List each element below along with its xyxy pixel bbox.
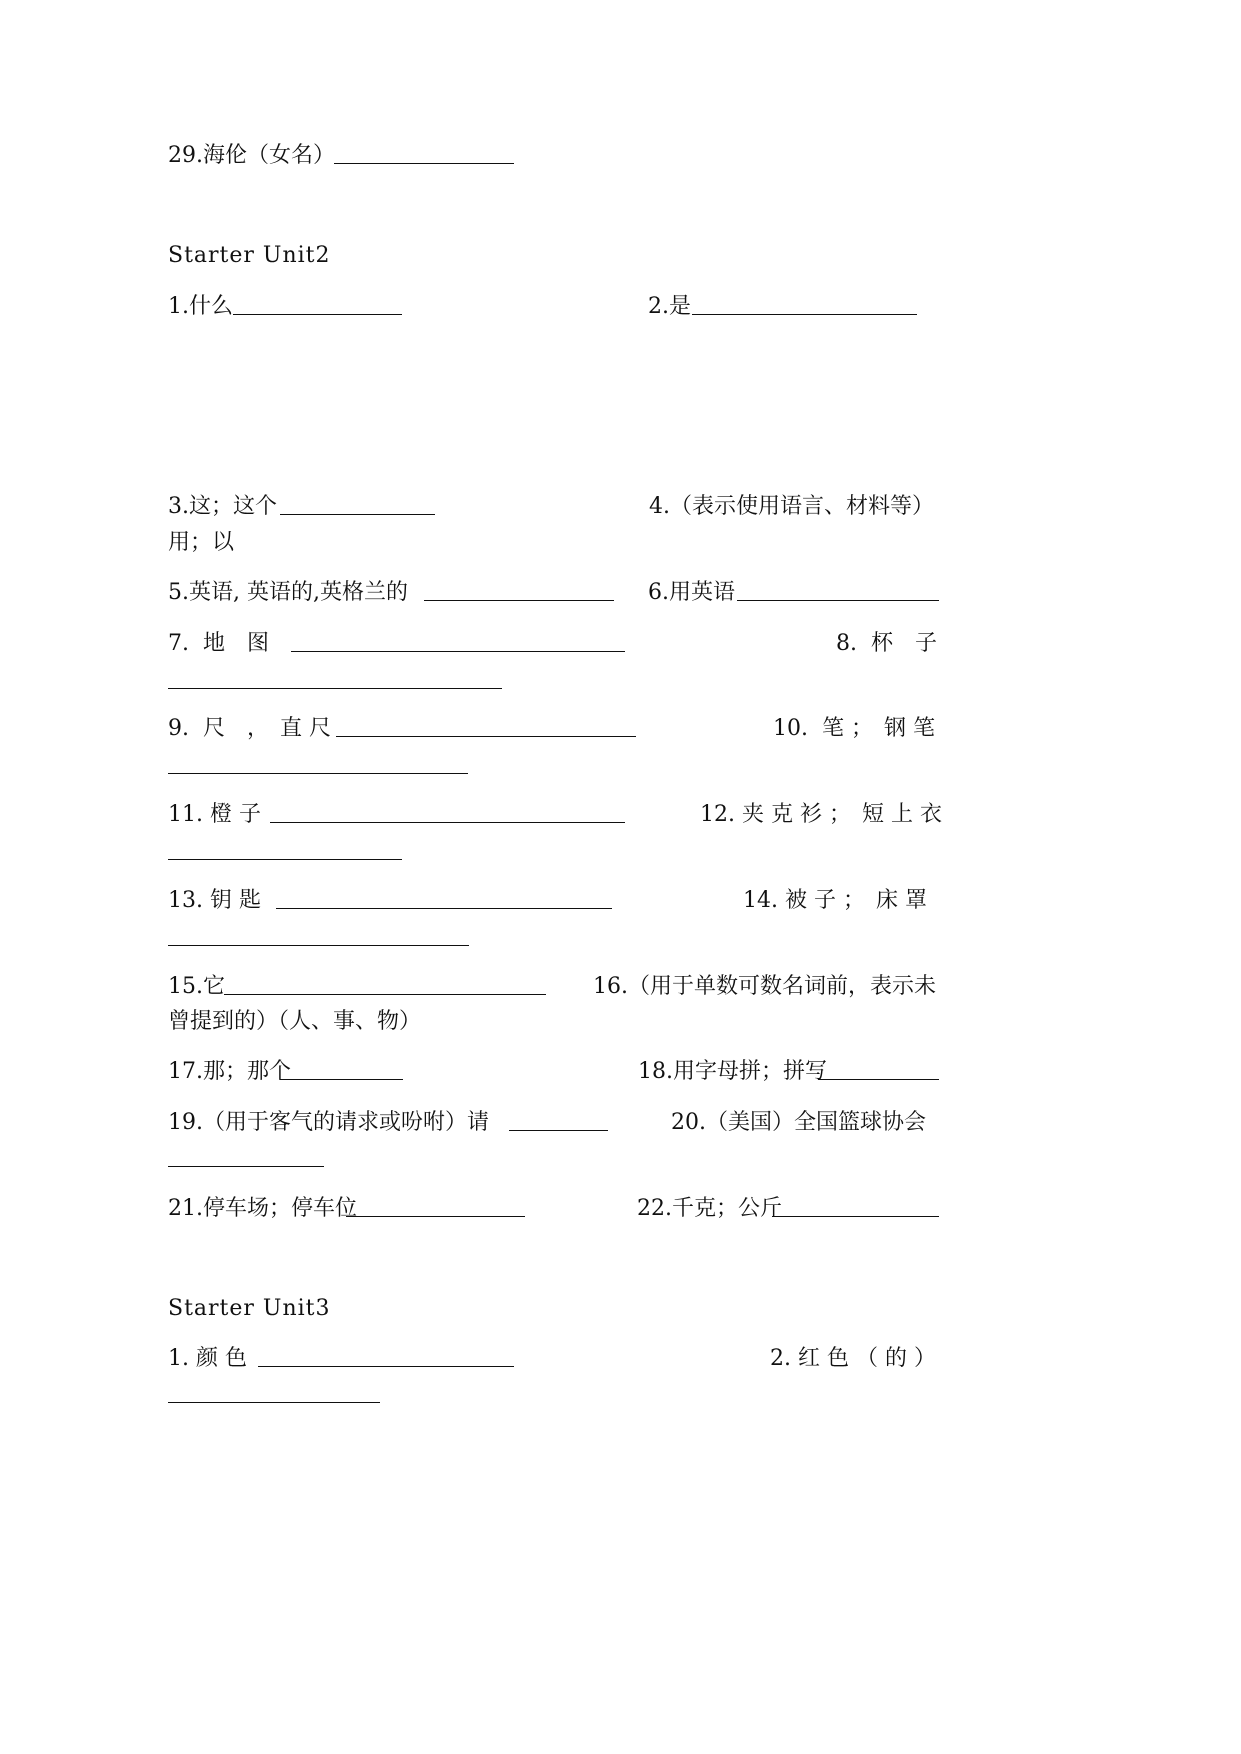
item-label: 2. 红 色 （ 的 ）	[770, 1346, 936, 1371]
answer-blank[interactable]	[280, 1079, 403, 1080]
answer-blank[interactable]	[737, 600, 939, 601]
item-label: 6.用英语	[648, 580, 736, 605]
item-label-continuation: 曾提到的）（人、事、物）	[168, 1009, 422, 1034]
answer-blank[interactable]	[258, 1366, 514, 1367]
item-29-label: 29.海伦（女名）	[168, 143, 335, 168]
answer-blank[interactable]	[224, 994, 546, 995]
item-label: 16.（用于单数可数名词前，表示未	[593, 974, 937, 999]
item-label: 13. 钥 匙	[168, 888, 261, 913]
section-heading-unit3: Starter Unit3	[168, 1296, 331, 1321]
answer-blank[interactable]	[509, 1130, 608, 1131]
answer-blank[interactable]	[168, 688, 502, 689]
answer-blank[interactable]	[346, 1216, 525, 1217]
answer-blank[interactable]	[270, 822, 625, 823]
answer-blank[interactable]	[276, 908, 612, 909]
item-label: 12. 夹 克 衫 ； 短 上 衣	[700, 802, 942, 827]
item-label: 2.是	[648, 294, 692, 319]
item-label: 18.用字母拼；拼写	[638, 1059, 828, 1084]
answer-blank[interactable]	[233, 314, 402, 315]
answer-blank[interactable]	[280, 514, 435, 515]
item-label: 1. 颜 色	[168, 1346, 247, 1371]
item-label: 19.（用于客气的请求或吩咐）请	[168, 1110, 490, 1135]
item-label-continuation: 用；以	[168, 530, 235, 555]
answer-blank[interactable]	[772, 1216, 939, 1217]
item-label: 4.（表示使用语言、材料等）	[649, 494, 935, 519]
section-heading-unit2: Starter Unit2	[168, 243, 331, 268]
item-label: 20.（美国）全国篮球协会	[671, 1110, 927, 1135]
answer-blank[interactable]	[334, 163, 514, 164]
answer-blank[interactable]	[168, 1166, 324, 1167]
answer-blank[interactable]	[424, 600, 614, 601]
answer-blank[interactable]	[336, 736, 636, 737]
item-label: 10. 笔 ； 钢 笔	[773, 716, 935, 741]
answer-blank[interactable]	[168, 1402, 380, 1403]
item-label: 1.什么	[168, 294, 234, 319]
item-label: 14. 被 子 ； 床 罩	[743, 888, 927, 913]
answer-blank[interactable]	[168, 773, 468, 774]
answer-blank[interactable]	[168, 859, 402, 860]
item-label: 8. 杯 子	[836, 631, 938, 656]
item-label: 21.停车场；停车位	[168, 1196, 358, 1221]
answer-blank[interactable]	[168, 945, 469, 946]
answer-blank[interactable]	[818, 1079, 939, 1080]
item-label: 3.这；这个	[168, 494, 278, 519]
item-label: 22.千克；公斤	[637, 1196, 783, 1221]
answer-blank[interactable]	[291, 651, 625, 652]
item-label: 9. 尺 ， 直 尺	[168, 716, 331, 741]
item-label: 17.那；那个	[168, 1059, 292, 1084]
item-label: 7. 地 图	[168, 631, 270, 656]
item-label: 15.它	[168, 974, 226, 999]
item-label: 11. 橙 子	[168, 802, 261, 827]
item-label: 5.英语, 英语的,英格兰的	[168, 580, 408, 605]
answer-blank[interactable]	[692, 314, 917, 315]
